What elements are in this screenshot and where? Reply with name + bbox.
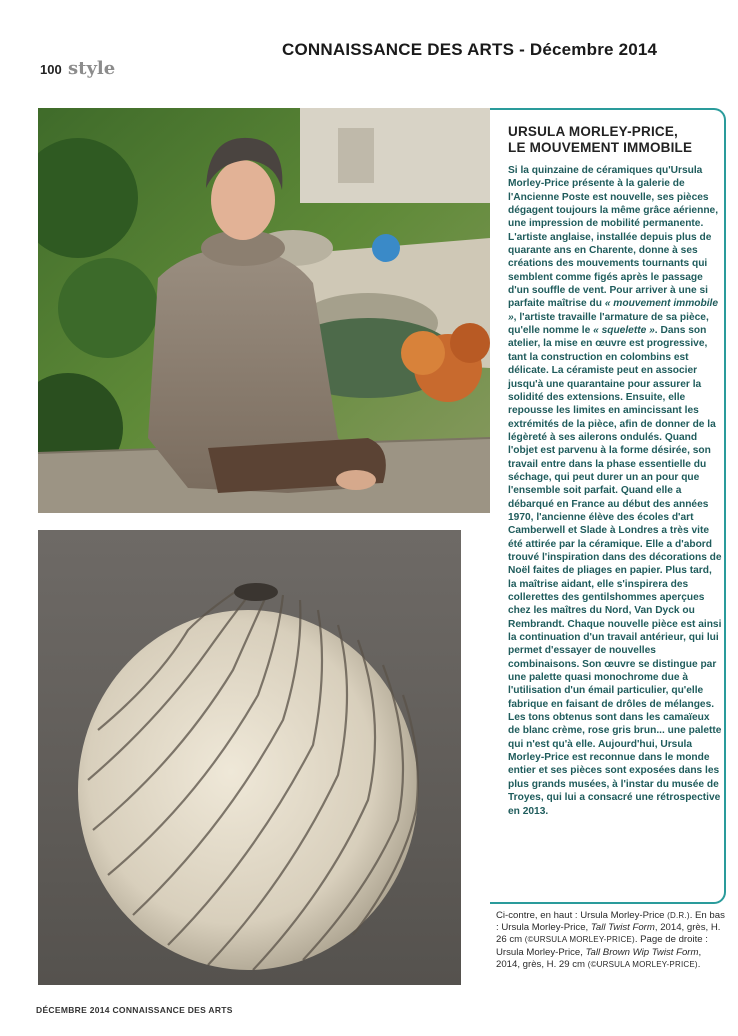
article-title-line2: LE MOUVEMENT IMMOBILE	[508, 140, 693, 155]
page-header	[0, 0, 738, 90]
caption-text-1: Ci-contre, en haut : Ursula Morley-Price	[496, 910, 668, 921]
caption-text-3a: . Page de droite : Ursula Morley-Price,	[496, 934, 708, 958]
article-emphasis-2: « squelette »	[593, 325, 655, 337]
magazine-title: CONNAISSANCE DES ARTS - Décembre 2014	[282, 40, 658, 59]
caption-credit-1: (D.R.)	[667, 911, 690, 920]
vase-photo-illustration	[38, 530, 461, 985]
article-text-3: . Dans son atelier, la mise en œuvre est progressive, tant la construction en colombins est délicate. La céramiste peut en associer jusqu'à une quarantaine pour assurer la solidité des extensions. Ensuite, elle repousse les limites en amincissant les extrémités de la pièce, afin de donner de la légèreté à ses ailerons ondulés. Quand l'objet est parvenu à la forme désirée, son travail entre dans la phase essentielle du séchage, qui peut durer un an pour que l'ensemble soit parfait. Quand elle a débarqué en France au début des années 1970, l'ancienne élève des écoles d'art Camberwell et Slade à Londres a très vite été attirée par la céramique. Elle a d'abord trouvé l'inspiration dans des décorations de Noël faites de pliages en papier. Plus tard, la maîtrise aidant, elle s'inspirera des collerettes des gentilshommes aperçues chez les maîtres du Nord, Van Dyck ou Rembrandt. Chaque nouvelle pièce est ainsi la continuation d'un travail antérieur, qui lui permet d'essayer de nouvelles combinaisons. Son œuvre se distingue par une palette quasi monochrome due à l'utilisation d'un émail particulier, qu'elle fabrique en faisant de drôles de mélanges. Les tons obtenus sont dans les camaïeux de blanc crème, rose gris brun... une palette qui n'est qu'à elle. Aujourd'hui, Ursula Morley-Price est reconnue dans le monde entier et ses pièces sont exposées dans les plus grands musées, à l'instar du musée de Troyes, qui lui a consacré une rétrospective en 2013.	[508, 325, 722, 817]
photo-caption	[496, 910, 726, 971]
page-number: 100	[40, 62, 62, 77]
article-body	[508, 164, 723, 818]
caption-title-2: Tall Twist Form	[590, 922, 655, 934]
artist-photo	[38, 108, 490, 513]
footer-date: DÉCEMBRE 2014	[36, 1005, 110, 1015]
caption-text-3c: .	[697, 958, 701, 970]
vase-photo	[38, 530, 461, 985]
caption-credit-3: (©URSULA MORLEY-PRICE)	[587, 959, 698, 969]
article-title-line1: URSULA MORLEY-PRICE,	[508, 124, 679, 139]
caption-text-2b: , 2014, grès, H. 26 cm	[496, 922, 721, 946]
footer-magazine: CONNAISSANCE DES ARTS	[109, 1005, 233, 1015]
caption-text-2a: . En bas : Ursula Morley-Price,	[496, 910, 725, 934]
page-footer	[36, 1005, 233, 1015]
caption-text-3b: , 2014, grès, H. 29 cm	[496, 946, 702, 970]
artist-photo-illustration	[38, 108, 490, 513]
section-label: style	[68, 58, 116, 79]
caption-credit-2: (©URSULA MORLEY-PRICE)	[524, 935, 635, 945]
article-emphasis-1: « mouvement immobile »	[508, 298, 719, 323]
caption-title-3: Tall Brown Wip Twist Form	[585, 946, 699, 958]
article-text-2: , l'artiste travaille l'armature de sa pièce, qu'elle nomme le	[508, 311, 709, 337]
article-text-1: Si la quinzaine de céramiques qu'Ursula Morley-Price présente à la galerie de l'Ancienne Poste est nouvelle, ses pièces dégagent toujours la même grâce aérienne, une impression de mobilité permanente. L'artiste anglaise, installée depuis plus de quarante ans en Charente, donne à ses créations des mouvements tournants qui semblent comme figés après le passage d'un souffle de vent. Pour arriver à une si parfaite maîtrise du	[508, 165, 719, 310]
article-title	[508, 124, 723, 156]
